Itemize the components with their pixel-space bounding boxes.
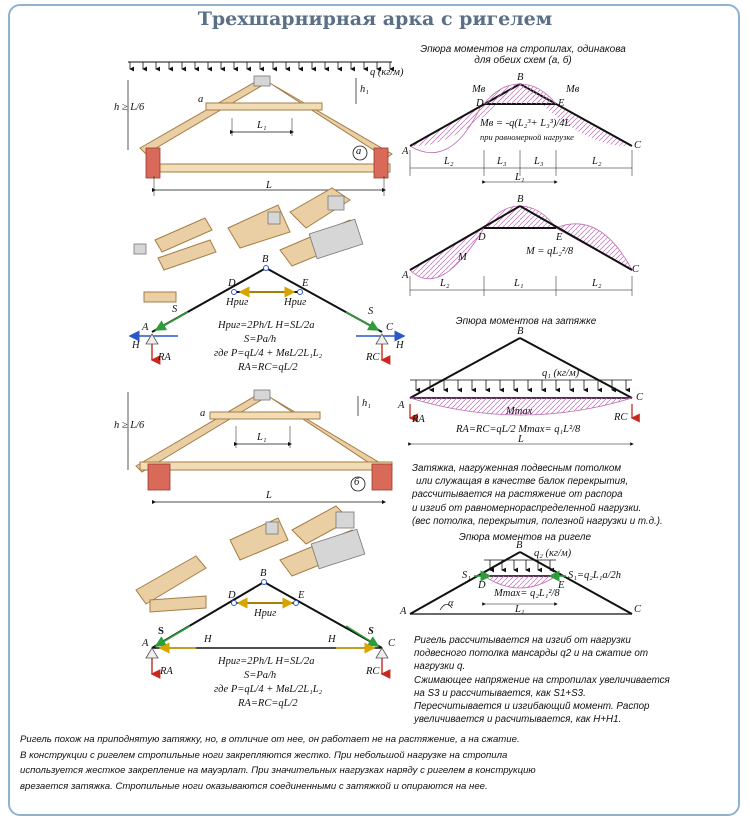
crossbar-note-line: Ригель рассчитывается на изгиб от нагрузки	[414, 635, 631, 646]
rafter-l1-label: L₁	[515, 172, 525, 183]
crossbar-span-label: L₁	[257, 120, 267, 131]
truss-b-drawing	[128, 390, 392, 502]
node-a-label: A	[142, 322, 149, 333]
formula-b-line-2: S=Pa/h	[244, 670, 277, 681]
crossbar-span-label-b: L₁	[257, 432, 267, 443]
formula-b-line-3: где P=qL/4 + MвL/2L₁L₂	[214, 684, 323, 695]
span-label: L	[266, 180, 272, 191]
thrust-h-right-label-b: H	[328, 634, 336, 645]
bottom-note	[20, 732, 732, 794]
rafter-l2-right-label: L₂	[592, 156, 602, 167]
bottom-note-line: Ригель похож на приподнятую затяжку, но, в отличие от нее, он работает не на растяжение, а на сжатие.	[20, 734, 520, 745]
crossbar-s1-formula: S₁=q₂L₁a/2h	[568, 570, 622, 581]
reaction-ra-label-b: RA	[160, 666, 173, 677]
rafter-moment-formula-note: при равномерной нагрузке	[480, 132, 574, 142]
tie-c-label: C	[636, 392, 644, 403]
tie-load-label: q₁ (кг/м)	[542, 368, 580, 379]
thrust-s-right-label: S	[368, 306, 374, 317]
rafter-l3-left-label: L₃	[497, 156, 507, 167]
rafter2-l2-left-label: L₂	[440, 278, 450, 289]
crossbar-s1-label: S₁	[462, 570, 471, 581]
crossbar-note-line: нагрузки q.	[414, 661, 466, 673]
crossbar-e-label: E	[558, 580, 565, 591]
formula-b-line-4: RA=RC=qL/2	[238, 698, 298, 709]
rafter2-l2-right-label: L₂	[592, 278, 602, 289]
hrig-left-label: Hриг	[226, 297, 249, 308]
scheme-b-marker: б	[354, 477, 360, 488]
thrust-s-left-label: S	[172, 304, 178, 315]
bottom-note-line: В конструкции с ригелем стропильные ноги закрепляются жестко. При небольшой нагрузке на стропила	[20, 749, 508, 761]
load-label: q (кг/м)	[370, 67, 404, 78]
tie-b-label: B	[517, 326, 524, 337]
crossbar-alpha-label: α	[448, 598, 454, 609]
crossbar-c-label: C	[634, 604, 642, 615]
rafter-a-label: A	[402, 146, 409, 157]
tie-note	[412, 462, 732, 528]
hrig-right-label: Hриг	[284, 297, 307, 308]
crossbar-b-label: B	[516, 540, 523, 551]
crossbar-load-label: q₂ (кг/м)	[534, 548, 572, 559]
node-e-label-b: E	[298, 590, 305, 601]
tie-rc-label: RC	[614, 412, 628, 423]
rafter-moment-caption: Эпюра моментов на стропилах, одинакова для обеих схем (а, б)	[420, 44, 626, 66]
rafter-moment-formula: Mв = -q(L₂³+ L₃³)/4L	[480, 118, 571, 129]
tie-note-line: (вес потолка, перекрытия, полезной нагрузки и т.д.).	[412, 515, 663, 527]
rafter2-a-label: A	[402, 270, 409, 281]
formula-line-4: RA=RC=qL/2	[238, 362, 298, 373]
rafter2-formula: M = qL₂²/8	[526, 246, 574, 257]
hrig-label-b: Hриг	[254, 608, 277, 619]
tie-mmax-label: Mmax	[506, 406, 533, 417]
rafter-l2-left-label: L₂	[444, 156, 454, 167]
formula-line-3: где P=qL/4 + MвL/2L₁L₂	[214, 348, 323, 359]
rafter-length-label-b: a	[200, 408, 206, 419]
crossbar-note-line: подвесного потолка мансарды q2 и на сжатие от	[414, 648, 648, 660]
tie-ra-label: RA	[412, 414, 425, 425]
tie-note-line: или служащая в качестве балок перекрытия,	[416, 476, 629, 488]
height-label: h ≥ L/6	[114, 102, 145, 113]
bottom-note-line: врезается затяжка. Стропильные ноги оказываются соединенными с затяжкой и опираются на нее.	[20, 780, 488, 792]
tie-formula: RA=RC=qL/2 Mmax= q₁L²/8	[456, 424, 581, 435]
node-b-label: B	[262, 254, 269, 265]
tie-note-line: и изгиб от равномернораспределенной нагрузки.	[412, 502, 642, 514]
reaction-ra-label: RA	[158, 352, 171, 363]
joint-details-b	[136, 506, 365, 612]
thrust-s-right-label-b: S	[368, 626, 374, 637]
node-a-label-b: A	[142, 638, 149, 649]
thrust-h-left-label-b: H	[204, 634, 212, 645]
rafter-e-label: E	[558, 98, 565, 109]
bottom-note-line: используется жесткое закрепление на мауэрлат. При значительных нагрузках наряду с ригелем в конструкцию	[20, 765, 536, 777]
crossbar-mmax-formula: Mmax= q₂L₁²/8	[494, 588, 560, 599]
thrust-s-left-label-b: S	[158, 626, 164, 637]
rafter-length-label: a	[198, 94, 204, 105]
reaction-rc-label-b: RC	[366, 666, 380, 677]
crossbar-note	[414, 634, 734, 726]
tie-span-label: L	[518, 434, 524, 445]
node-e-label: E	[302, 278, 309, 289]
rafter2-c-label: C	[632, 264, 640, 275]
rafter-l3-right-label: L₃	[534, 156, 544, 167]
rafter2-d-label: D	[478, 232, 486, 243]
joint-details-a	[134, 188, 363, 302]
formula-line-2: S=Pa/h	[244, 334, 277, 345]
thrust-h-right-label: H	[396, 340, 404, 351]
crossbar-note-line: увеличивается и расчитывается, как H+H1.	[414, 714, 622, 726]
rafter-d-label: D	[476, 98, 484, 109]
tie-note-line: Затяжка, нагруженная подвесным потолком	[412, 463, 622, 474]
formula-b-line-1: Hриг=2Ph/L H=SL/2a	[218, 656, 315, 667]
rafter2-e-label: E	[556, 232, 563, 243]
rafter-c-label: C	[634, 140, 642, 151]
mb-left-label: Mв	[472, 84, 486, 95]
crossbar-moment-caption: Эпюра моментов на ригеле	[458, 532, 592, 543]
crossbar-note-line: на S3 и рассчитывается, как S1+S3.	[414, 687, 586, 699]
rafter-b-label: B	[517, 72, 524, 83]
tie-a-label: A	[398, 400, 405, 411]
tie-note-line: рассчитывается на растяжение от распора	[412, 489, 623, 501]
crossbar-note-line: Сжимающее напряжение на стропилах увеличивается	[414, 674, 670, 686]
rafter2-l1-label: L₁	[514, 278, 524, 289]
node-d-label: D	[228, 278, 236, 289]
span-label-b: L	[266, 490, 272, 501]
reaction-rc-label: RC	[366, 352, 380, 363]
thrust-h-left-label: H	[132, 340, 140, 351]
crossbar-height-label-b: h₁	[362, 398, 371, 409]
crossbar-note-line: Пересчитывается и изгибающий момент. Распор	[414, 701, 650, 713]
mb-right-label: Mв	[566, 84, 580, 95]
rafter2-m-label: M	[458, 252, 467, 263]
node-c-label-b: C	[388, 638, 396, 649]
node-b-label-b: B	[260, 568, 267, 579]
page-title: Трехшарнирная арка с ригелем	[197, 8, 553, 30]
scheme-a-marker: а	[356, 146, 362, 157]
crossbar-a-label: A	[400, 606, 407, 617]
formula-line-1: Hриг=2Ph/L H=SL/2a	[218, 320, 315, 331]
node-d-label-b: D	[228, 590, 236, 601]
crossbar-d-label: D	[478, 580, 486, 591]
crossbar-l1-label: L₁	[515, 604, 525, 615]
tie-moment-caption: Эпюра моментов на затяжке	[455, 316, 597, 327]
height-label-b: h ≥ L/6	[114, 420, 145, 431]
crossbar-height-label: h₁	[360, 84, 369, 95]
node-c-label: C	[386, 322, 394, 333]
rafter2-b-label: B	[517, 194, 524, 205]
